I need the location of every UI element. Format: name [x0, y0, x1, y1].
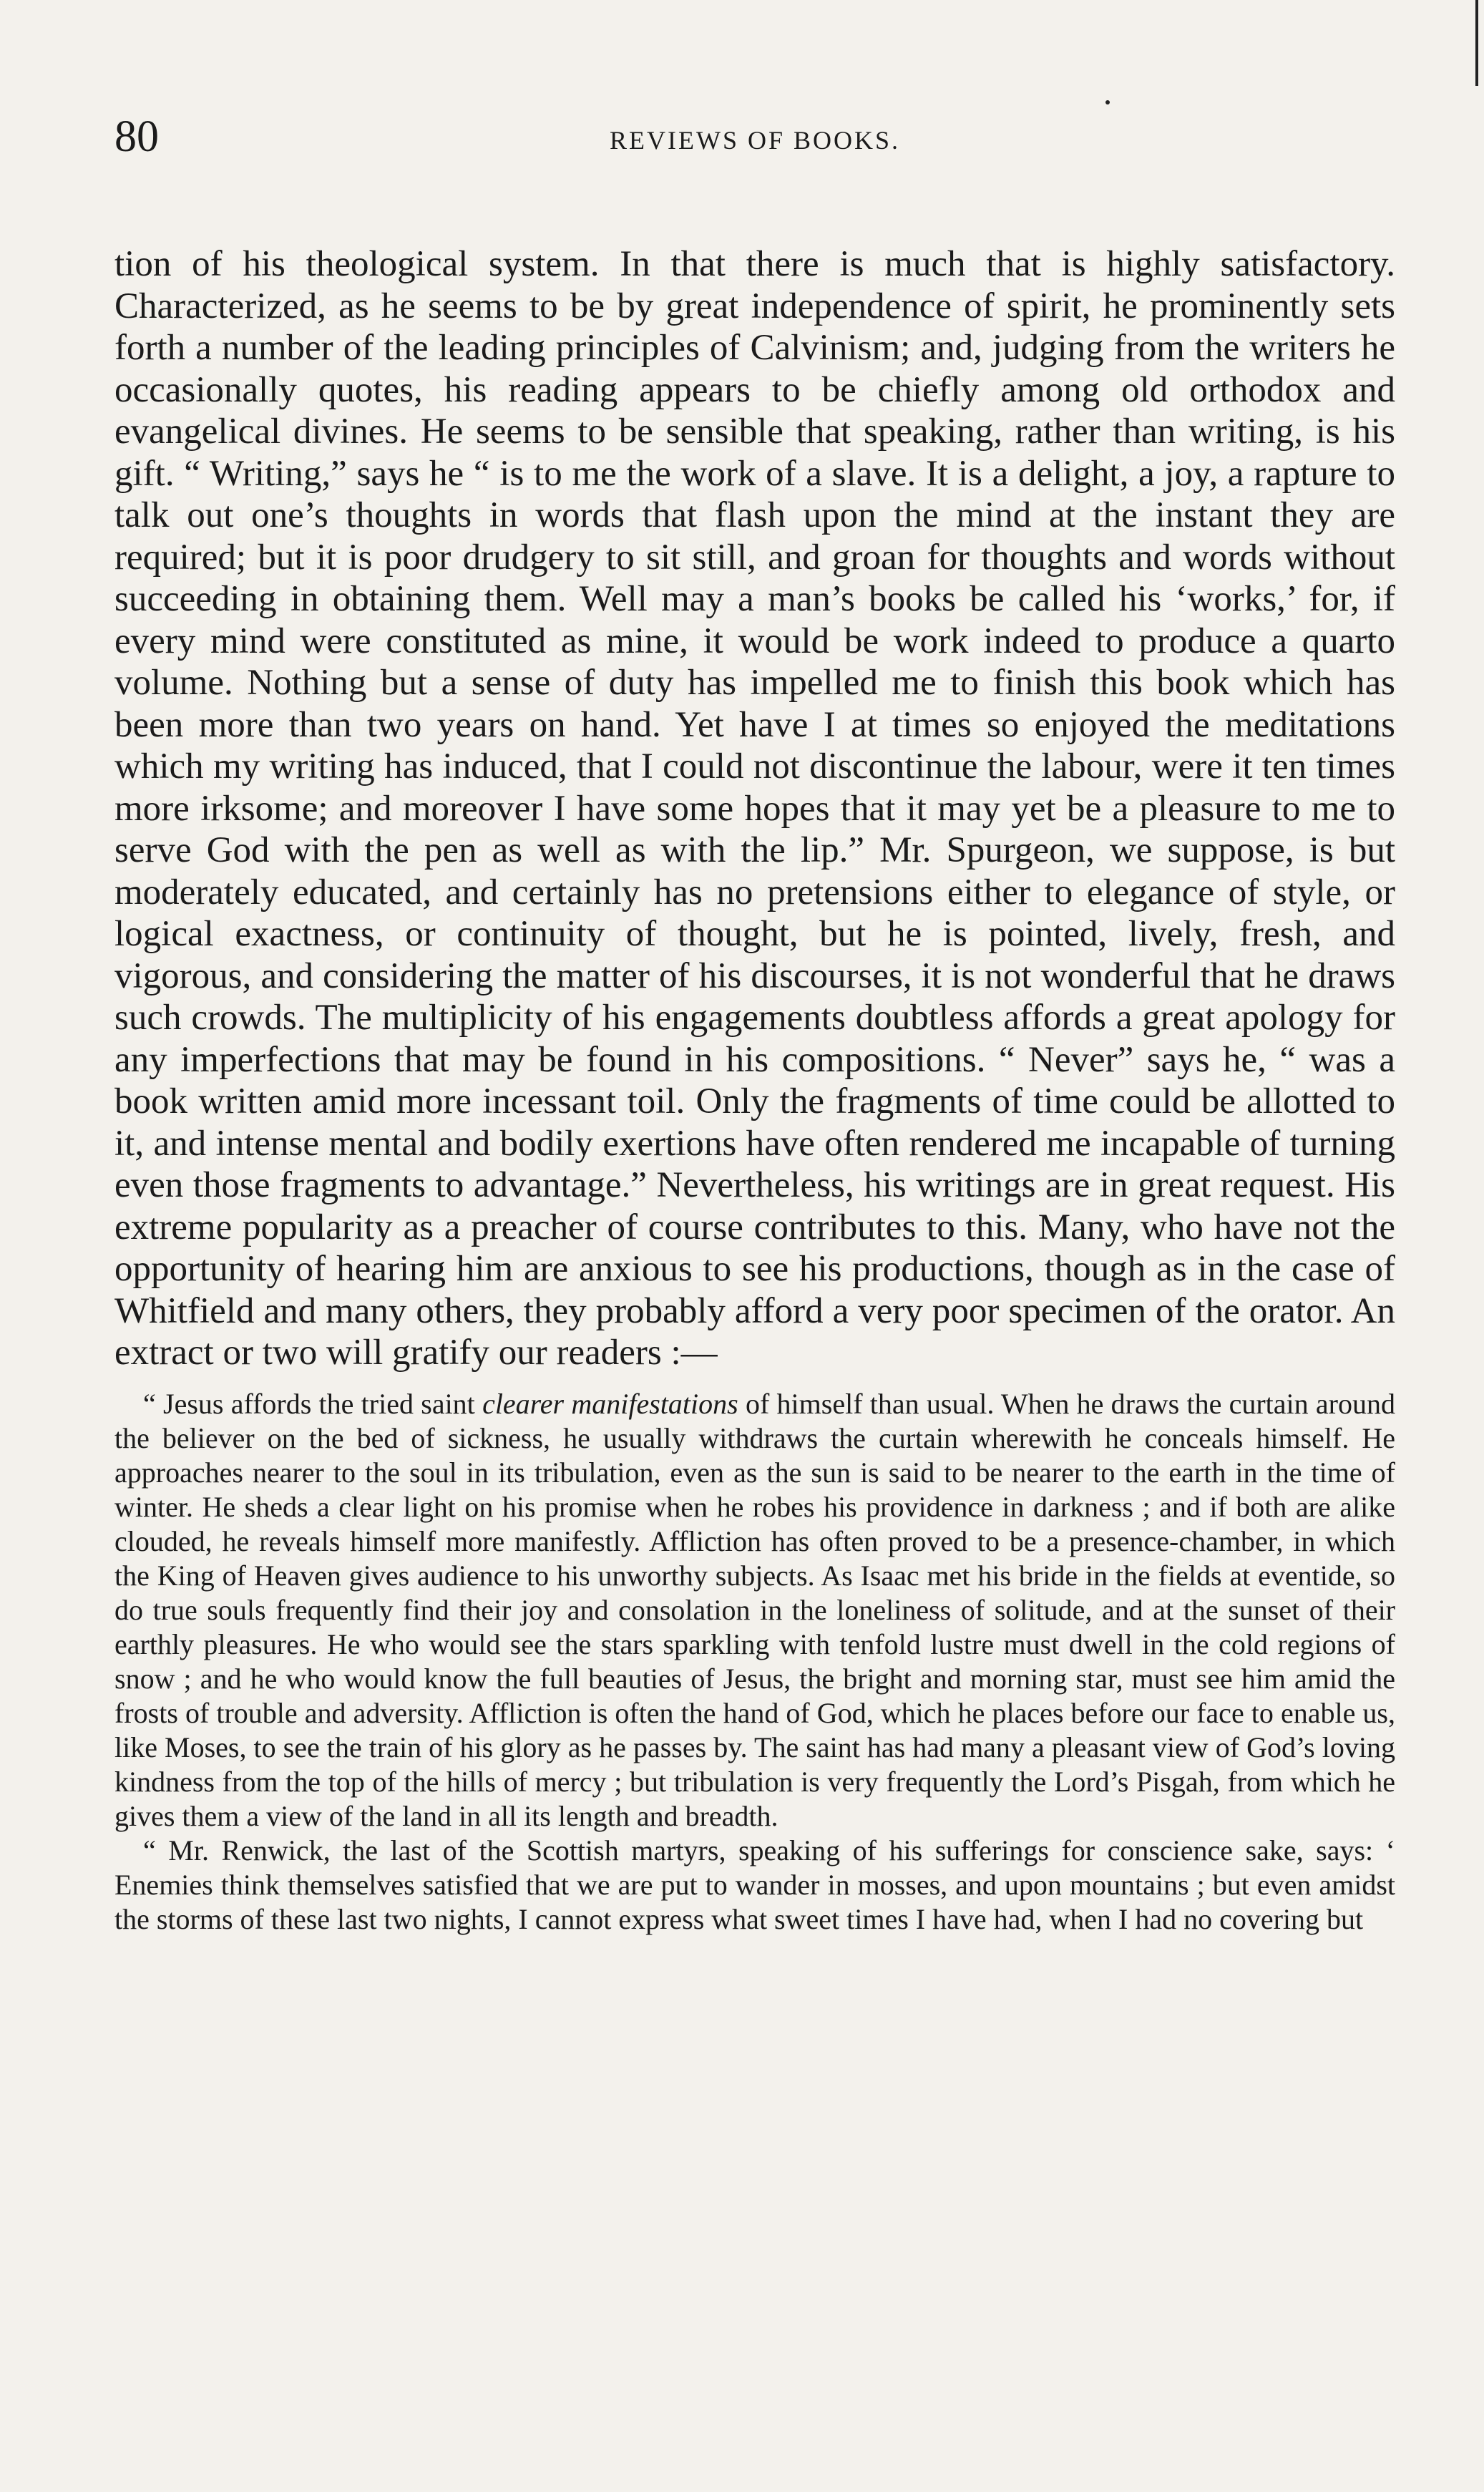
block-quote [114, 1387, 1395, 1937]
quote-paragraph-2: “ Mr. Renwick, the last of the Scottish martyrs, speaking of his sufferings for conscience sake, says: ‘ Enemies think themselves satisfied that we are put to wander in mosses, and upon mountains ; but even amidst the storms of these last two nights, I cannot express what sweet times I have had, when I had no covering but [114, 1834, 1395, 1935]
page-number: 80 [114, 112, 159, 161]
paragraph: tion of his theological system. In that there is much that is highly satisfactory. Characterized, as he seems to be by great independence of spirit, he prominently sets forth a number of the leading principles of Calvinism; and, judging from the writers he occasionally quotes, his reading appears to be chiefly among old orthodox and evangelical divines. He seems to be sensible that speaking, rather than writing, is his gift. “ Writing,” says he “ is to me the work of a slave. It is a delight, a joy, a rapture to talk out one’s thoughts in words that flash upon the mind at the instant they are required; but it is poor drudgery to sit still, and groan for thoughts and words without succeeding in obtaining them. Well may a man’s books be called his ‘works,’ for, if every mind were constituted as mine, it would be work indeed to produce a quarto volume. Nothing but a sense of duty has impelled me to finish this book which has been more than two years on hand. Yet have I at times so enjoyed the meditations which my writing has induced, that I could not discontinue the labour, were it ten times more irksome; and moreover I have some hopes that it may yet be a pleasure to me to serve God with the pen as well as with the lip.” Mr. Spurgeon, we suppose, is but moderately educated, and certainly has no pretensions either to elegance of style, or logical exactness, or continuity of thought, but he is pointed, lively, fresh, and vigorous, and considering the matter of his discourses, it is not wonderful that he draws such crowds. The multiplicity of his engagements doubtless affords a great apology for any imperfections that may be found in his compositions. “ Never” says he, “ was a book written amid more incessant toil. Only the fragments of time could be allotted to it, and intense mental and bodily exertions have often rendered me incapable of turning even those fragments to advantage.” Nevertheless, his writings are in great request. His extreme popularity as a preacher of course contributes to this. Many, who have not the opportunity of hearing him are anxious to see his productions, though as in the case of Whitfield and many others, they probably afford a very poor specimen of the orator. An extract or two will gratify our readers :— [114, 244, 1395, 1373]
book-page [114, 107, 1395, 2433]
quote-paragraph-1 [114, 1387, 1395, 1834]
quote-emphasis: clearer manifestations [482, 1387, 738, 1420]
main-text [114, 243, 1395, 1374]
print-speck [1105, 100, 1110, 104]
page-header [114, 107, 1395, 179]
page-edge-mark [1475, 0, 1478, 86]
quote-text: of himself than usual. When he draws the curtain around the believer on the bed of sickness, he usually withdraws the curtain wherewith he conceals himself. He approaches nearer to the soul in its tribulation, even as the sun is said to be nearer to the earth in the time of winter. He sheds a clear light on his promise when he robes his providence in darkness ; and if both are alike clouded, he reveals himself more manifestly. Affliction has often proved to be a presence-chamber, in which the King of Heaven gives audience to his unworthy subjects. As Isaac met his bride in the fields at eventide, so do true souls frequently find their joy and consolation in the loneliness of solitude, and at the sunset of their earthly pleasures. He who would see the stars sparkling with tenfold lustre must dwell in the cold regions of snow ; and he who would know the full beauties of Jesus, the bright and morning star, must see him amid the frosts of trouble and adversity. Affliction is often the hand of God, which he places before our face to enable us, like Moses, to see the train of his glory as he passes by. The saint has had many a pleasant view of God’s loving kindness from the top of the hills of mercy ; but tribulation is very frequently the Lord’s Pisgah, from which he gives them a view of the land in all its length and breadth. [114, 1387, 1395, 1832]
running-head: REVIEWS OF BOOKS. [609, 126, 901, 155]
quote-text: “ Jesus affords the tried saint [143, 1387, 483, 1420]
